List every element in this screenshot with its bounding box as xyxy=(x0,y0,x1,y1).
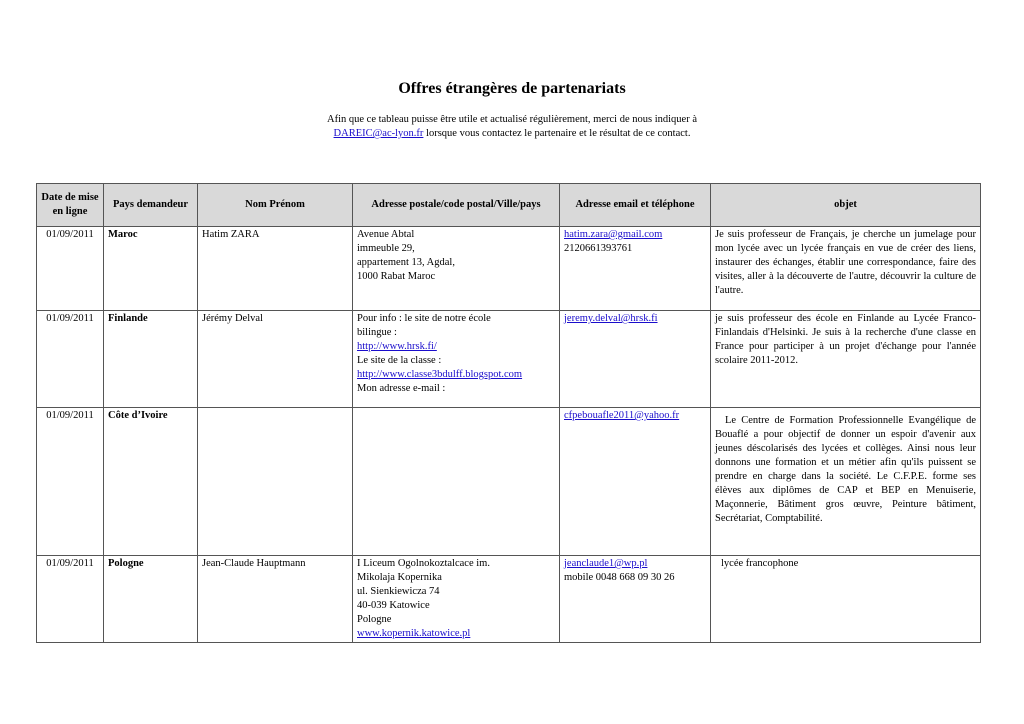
intro-line-2 xyxy=(0,127,1024,141)
address-line: Mikolaja Kopernika xyxy=(357,572,442,583)
cell-name xyxy=(198,408,353,556)
cell-address xyxy=(353,408,560,556)
table-header-row xyxy=(37,184,981,227)
address-line: Pour info : le site de notre école xyxy=(357,313,491,324)
page-title: Offres étrangères de partenariats xyxy=(398,80,626,97)
header-date: Date de mise en ligne xyxy=(37,184,104,227)
address-line: Pologne xyxy=(357,614,392,625)
class-blog-link[interactable]: http://www.classe3bdulff.blogspot.com xyxy=(357,369,523,380)
cell-contact xyxy=(560,311,711,408)
cell-name: Hatim ZARA xyxy=(198,227,353,311)
address-line: immeuble 29, xyxy=(357,243,415,254)
cell-date: 01/09/2011 xyxy=(37,408,104,556)
address-line: I Liceum Ogolnokoztalcace im. xyxy=(357,558,490,569)
email-link[interactable]: cfpebouafle2011@yahoo.fr xyxy=(564,410,680,421)
email-link[interactable]: jeanclaude1@wp.pl xyxy=(564,558,648,569)
cell-object: Je suis professeur de Français, je cherche un jumelage pour mon lycée avec un lycée français en vue de créer des liens, instaurer des échanges, établir une correspondance, faire des visites, aller à la découverte de l'autre, découvrir la culture de l'autre. xyxy=(711,227,981,311)
cell-name: Jérémy Delval xyxy=(198,311,353,408)
table-row xyxy=(37,227,981,311)
address-line: 40-039 Katowice xyxy=(357,600,430,611)
header-country: Pays demandeur xyxy=(104,184,198,227)
phone-number: mobile 0048 668 09 30 26 xyxy=(564,572,675,583)
address-line: Mon adresse e-mail : xyxy=(357,383,446,394)
intro-line-2-rest: lorsque vous contactez le partenaire et le résultat de ce contact. xyxy=(423,128,691,139)
cell-date: 01/09/2011 xyxy=(37,311,104,408)
address-line: ul. Sienkiewicza 74 xyxy=(357,586,440,597)
cell-contact xyxy=(560,227,711,311)
address-line: appartement 13, Agdal, xyxy=(357,257,455,268)
intro-line-1: Afin que ce tableau puisse être utile et actualisé régulièrement, merci de nous indiquer à xyxy=(327,114,697,125)
object-text: Le Centre de Formation Professionnelle Evangélique de Bouaflé a pour objectif de donner un espoir d'avenir aux jeunes déscolarisés des lycées et collèges. Ainsi nous leur donnons une formation et un métier afin qu'ils puissent se prendre en charge dans la société. Le C.F.P.E. forme ses élèves aux diplômes de CAP et BEP en Menuiserie, Maçonnerie, Bâtiment gros œuvre, Peinture bâtiment, Secrétariat, Comptabilité. xyxy=(715,415,976,524)
email-link[interactable]: hatim.zara@gmail.com xyxy=(564,229,663,240)
partnership-table xyxy=(36,183,981,643)
header-name: Nom Prénom xyxy=(198,184,353,227)
table-row xyxy=(37,311,981,408)
header-contact: Adresse email et téléphone xyxy=(560,184,711,227)
cell-object xyxy=(711,556,981,643)
cell-address xyxy=(353,556,560,643)
table-row xyxy=(37,408,981,556)
cell-contact xyxy=(560,408,711,556)
intro-text xyxy=(0,113,1024,141)
table-row xyxy=(37,556,981,643)
school-website-link[interactable]: www.kopernik.katowice.pl xyxy=(357,628,471,639)
address-line: Le site de la classe : xyxy=(357,355,442,366)
cell-object: je suis professeur des école en Finlande au Lycée Franco-Finlandais d'Helsinki. Je suis à la recherche d'une classe en France pour participer à un projet d'échange pour l'année scolaire 2011-2012. xyxy=(711,311,981,408)
cell-contact xyxy=(560,556,711,643)
header-address: Adresse postale/code postal/Ville/pays xyxy=(353,184,560,227)
phone-number: 2120661393761 xyxy=(564,243,633,254)
cell-country: Maroc xyxy=(104,227,198,311)
address-line: Avenue Abtal xyxy=(357,229,415,240)
email-link[interactable]: jeremy.delval@hrsk.fi xyxy=(564,313,658,324)
dareic-email-link[interactable]: DAREIC@ac-lyon.fr xyxy=(333,128,424,139)
address-line: 1000 Rabat Maroc xyxy=(357,271,436,282)
cell-address xyxy=(353,311,560,408)
cell-name: Jean-Claude Hauptmann xyxy=(198,556,353,643)
header-object: objet xyxy=(711,184,981,227)
cell-country: Finlande xyxy=(104,311,198,408)
school-website-link[interactable]: http://www.hrsk.fi/ xyxy=(357,341,437,352)
cell-country: Côte d’Ivoire xyxy=(104,408,198,556)
object-text: lycée francophone xyxy=(721,558,799,569)
cell-date: 01/09/2011 xyxy=(37,227,104,311)
cell-address xyxy=(353,227,560,311)
cell-object xyxy=(711,408,981,556)
address-line: bilingue : xyxy=(357,327,397,338)
cell-date: 01/09/2011 xyxy=(37,556,104,643)
cell-country: Pologne xyxy=(104,556,198,643)
